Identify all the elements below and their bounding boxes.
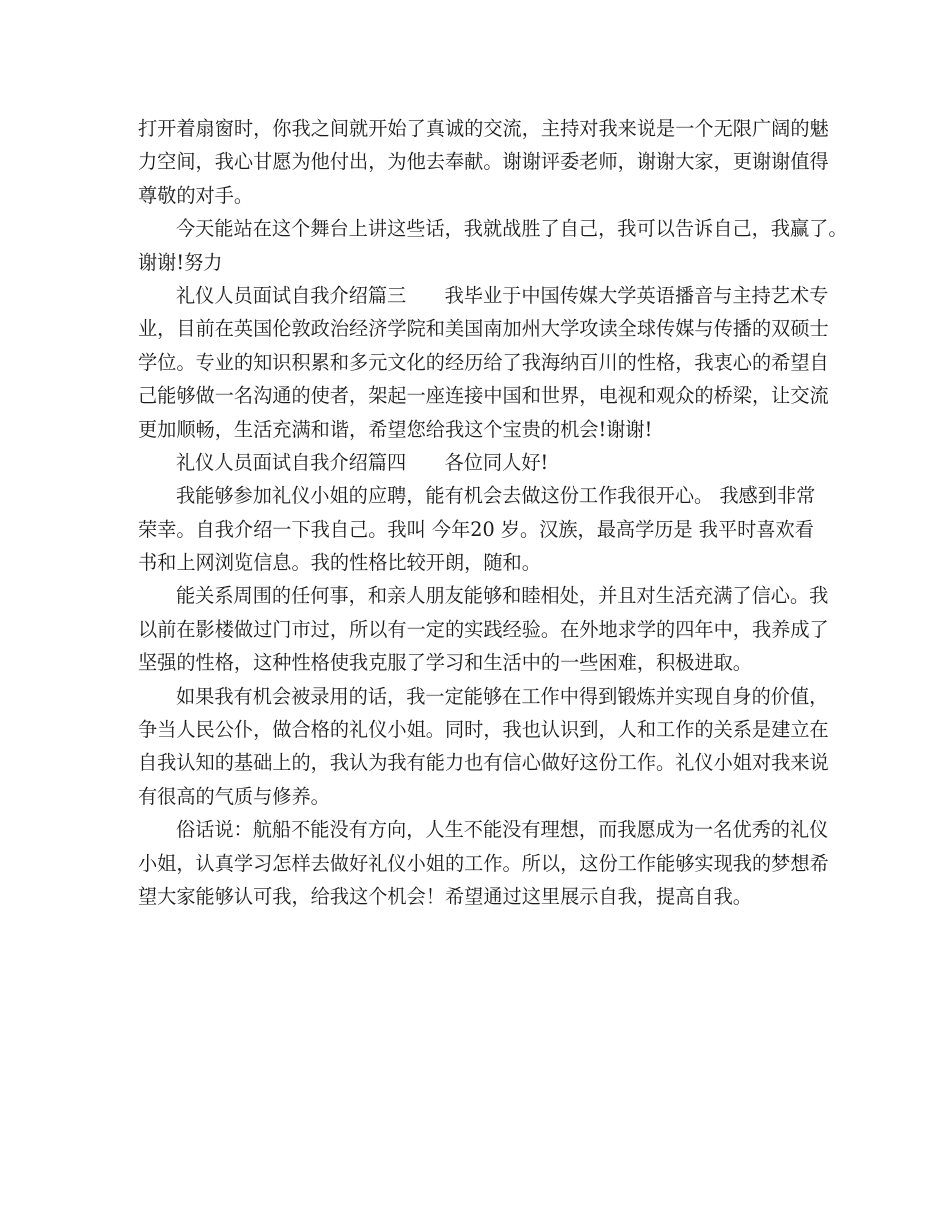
text-line: 礼仪人员面试自我介绍篇四 各位同人好! — [176, 450, 549, 474]
text-line: 小姐，认真学习怎样去做好礼仪小姐的工作。所以，这份工作能够实现我的梦想希 — [138, 851, 829, 875]
text-line: 更加顺畅，生活充满和谐，希望您给我这个宝贵的机会!谢谢! — [138, 417, 653, 441]
document-body — [138, 112, 848, 913]
text-line: 能关系周围的任何事，和亲人朋友能够和睦相处，并且对生活充满了信心。我 — [176, 584, 829, 608]
text-line: 争当人民公仆，做合格的礼仪小姐。同时，我也认识到，人和工作的关系是建立在 — [138, 718, 829, 742]
text-line: 打开着扇窗时，你我之间就开始了真诚的交流，主持对我来说是一个无限广阔的魅 — [138, 117, 829, 140]
text-line: 荣幸。自我介绍一下我自己。我叫 今年20 岁。汉族，最高学历是 我平时喜欢看 — [138, 517, 814, 541]
text-line: 学位。专业的知识积累和多元文化的经历给了我海纳百川的性格，我衷心的希望自 — [138, 350, 829, 374]
text-line: 力空间，我心甘愿为他付出，为他去奉献。谢谢评委老师，谢谢大家，更谢谢值得 — [138, 150, 829, 174]
text-line: 如果我有机会被录用的话，我一定能够在工作中得到锻炼并实现自身的价值， — [176, 684, 829, 708]
text-line: 望大家能够认可我，给我这个机会！希望通过这里展示自我，提高自我。 — [138, 884, 752, 908]
text-line: 谢谢!努力 — [138, 250, 223, 274]
text-line: 尊敬的对手。 — [138, 183, 254, 207]
text-line: 我能够参加礼仪小姐的应聘，能有机会去做这份工作我很开心。 我感到非常 — [176, 484, 816, 508]
text-line: 有很高的气质与修养。 — [138, 784, 330, 808]
text-line: 俗话说：航船不能没有方向，人生不能没有理想，而我愿成为一名优秀的礼仪 — [176, 818, 829, 842]
text-line: 己能够做一名沟通的使者，架起一座连接中国和世界，电视和观众的桥梁，让交流 — [138, 384, 829, 408]
text-line: 以前在影楼做过门市过，所以有一定的实践经验。在外地求学的四年中，我养成了 — [138, 617, 829, 641]
text-line: 自我认知的基础上的，我认为我有能力也有信心做好这份工作。礼仪小姐对我来说 — [138, 751, 829, 775]
text-line: 坚强的性格，这种性格使我克服了学习和生活中的一些困难，积极进取。 — [138, 651, 752, 675]
text-line: 今天能站在这个舞台上讲这些话，我就战胜了自己，我可以告诉自己，我赢了。 — [176, 217, 848, 241]
text-line: 书和上网浏览信息。我的性格比较开朗，随和。 — [138, 551, 541, 575]
text-line: 业，目前在英国伦敦政治经济学院和美国南加州大学攻读全球传媒与传播的双硕士 — [138, 317, 829, 341]
text-line: 礼仪人员面试自我介绍篇三 我毕业于中国传媒大学英语播音与主持艺术专 — [176, 283, 829, 307]
